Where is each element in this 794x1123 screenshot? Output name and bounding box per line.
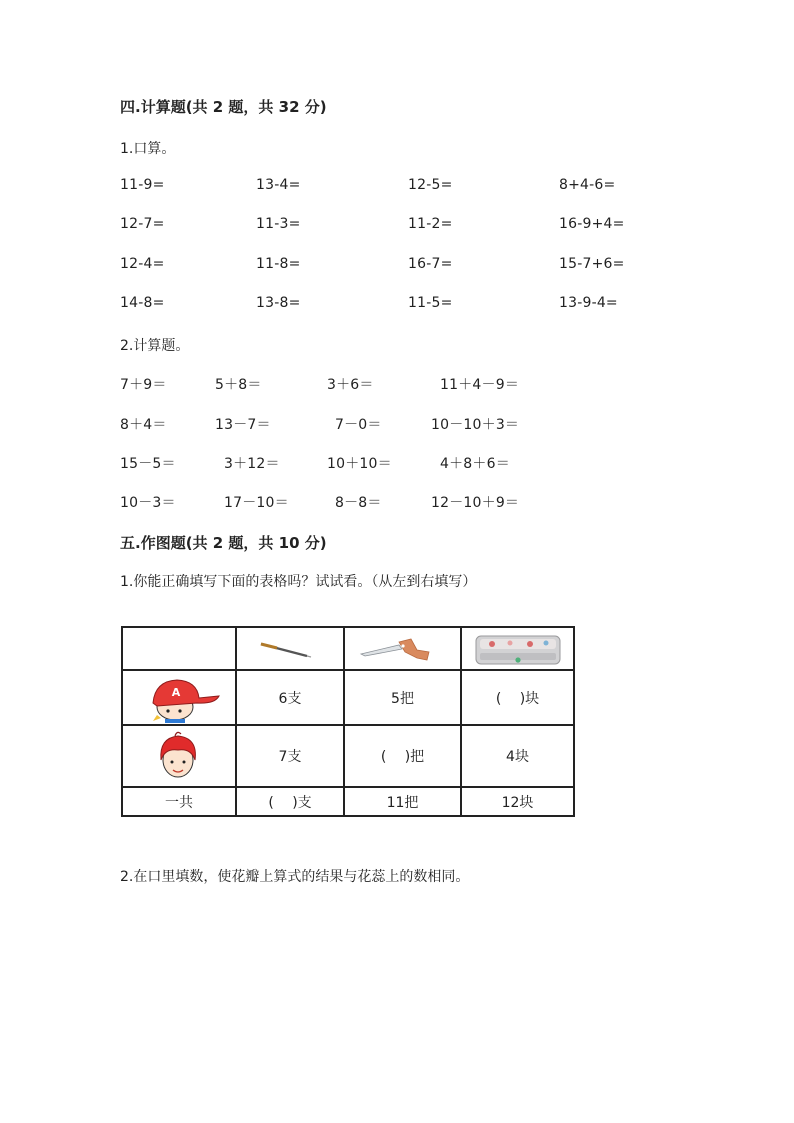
- knife-header-cell: [344, 627, 461, 670]
- oral-calc-label: 1.口算。: [120, 141, 176, 157]
- calc-item: 7＋9＝: [120, 377, 167, 393]
- knife-total-cell: 11把: [344, 787, 461, 816]
- oral-calc-item: 16-9+4=: [559, 216, 625, 232]
- section-five-title: 五.作图题(共 2 题，共 10 分): [120, 534, 327, 552]
- oral-calc-item: 13-9-4=: [559, 295, 618, 311]
- calc-item: 7－0＝: [335, 417, 382, 433]
- calc-item: 13－7＝: [215, 417, 271, 433]
- boy-with-a-cap-icon: [123, 671, 235, 724]
- pen-header-cell: [236, 627, 344, 670]
- calc-item: 4＋8＋6＝: [440, 456, 510, 472]
- avatar-cell: [122, 725, 236, 787]
- oral-calc-item: 12-4=: [120, 256, 165, 272]
- calc-item: 10－3＝: [120, 495, 176, 511]
- oral-calc-item: 15-7+6=: [559, 256, 625, 272]
- case-count-cell: 4块: [461, 725, 574, 787]
- calc-item: 10＋10＝: [327, 456, 392, 472]
- oral-calc-item: 13-8=: [256, 295, 301, 311]
- oral-calc-item: 8+4-6=: [559, 177, 616, 193]
- oral-calc-item: 11-8=: [256, 256, 301, 272]
- table-question-label: 1.你能正确填写下面的表格吗？试试看。（从左到右填写）: [120, 574, 477, 590]
- svg-text:A: A: [171, 686, 181, 699]
- oral-calc-item: 16-7=: [408, 256, 453, 272]
- calc-item: 10－10＋3＝: [431, 417, 520, 433]
- table-corner-cell: [122, 627, 236, 670]
- avatar-cell: [122, 670, 236, 725]
- oral-calc-item: 12-5=: [408, 177, 453, 193]
- oral-calc-item: 13-4=: [256, 177, 301, 193]
- calc-item: 8＋4＝: [120, 417, 167, 433]
- oral-calc-item: 12-7=: [120, 216, 165, 232]
- calc-item: 11＋4－9＝: [440, 377, 520, 393]
- section-four-title: 四.计算题(共 2 题，共 32 分): [120, 98, 327, 116]
- table-row: [122, 725, 574, 787]
- pen-count-cell: 7支: [236, 725, 344, 787]
- total-label-cell: 一共: [122, 787, 236, 816]
- knife-blank-cell[interactable]: ( )把: [344, 725, 461, 787]
- pencil-case-icon: [462, 628, 573, 669]
- oral-calc-item: 11-3=: [256, 216, 301, 232]
- calc-item: 15－5＝: [120, 456, 176, 472]
- oral-calc-item: 11-2=: [408, 216, 453, 232]
- table-row: [122, 670, 574, 725]
- pen-total-blank-cell[interactable]: ( )支: [236, 787, 344, 816]
- pen-icon: [237, 628, 343, 669]
- calc-item: 3＋12＝: [224, 456, 280, 472]
- pocket-knife-icon: [345, 628, 460, 669]
- calc-label: 2.计算题。: [120, 338, 190, 354]
- pen-count-cell: 6支: [236, 670, 344, 725]
- flower-question-label: 2.在口里填数，使花瓣上算式的结果与花蕊上的数相同。: [120, 869, 470, 885]
- calc-item: 5＋8＝: [215, 377, 262, 393]
- calc-item: 8－8＝: [335, 495, 382, 511]
- oral-calc-item: 11-9=: [120, 177, 165, 193]
- case-header-cell: [461, 627, 574, 670]
- calc-item: 12－10＋9＝: [431, 495, 520, 511]
- case-total-cell: 12块: [461, 787, 574, 816]
- calc-item: 17－10＝: [224, 495, 289, 511]
- boy-with-red-hair-icon: [123, 726, 235, 786]
- table-header-row: [122, 627, 574, 670]
- case-blank-cell[interactable]: ( )块: [461, 670, 574, 725]
- oral-calc-item: 11-5=: [408, 295, 453, 311]
- table-total-row: [122, 787, 574, 816]
- knife-count-cell: 5把: [344, 670, 461, 725]
- oral-calc-item: 14-8=: [120, 295, 165, 311]
- calc-item: 3＋6＝: [327, 377, 374, 393]
- fill-in-table: [121, 626, 575, 817]
